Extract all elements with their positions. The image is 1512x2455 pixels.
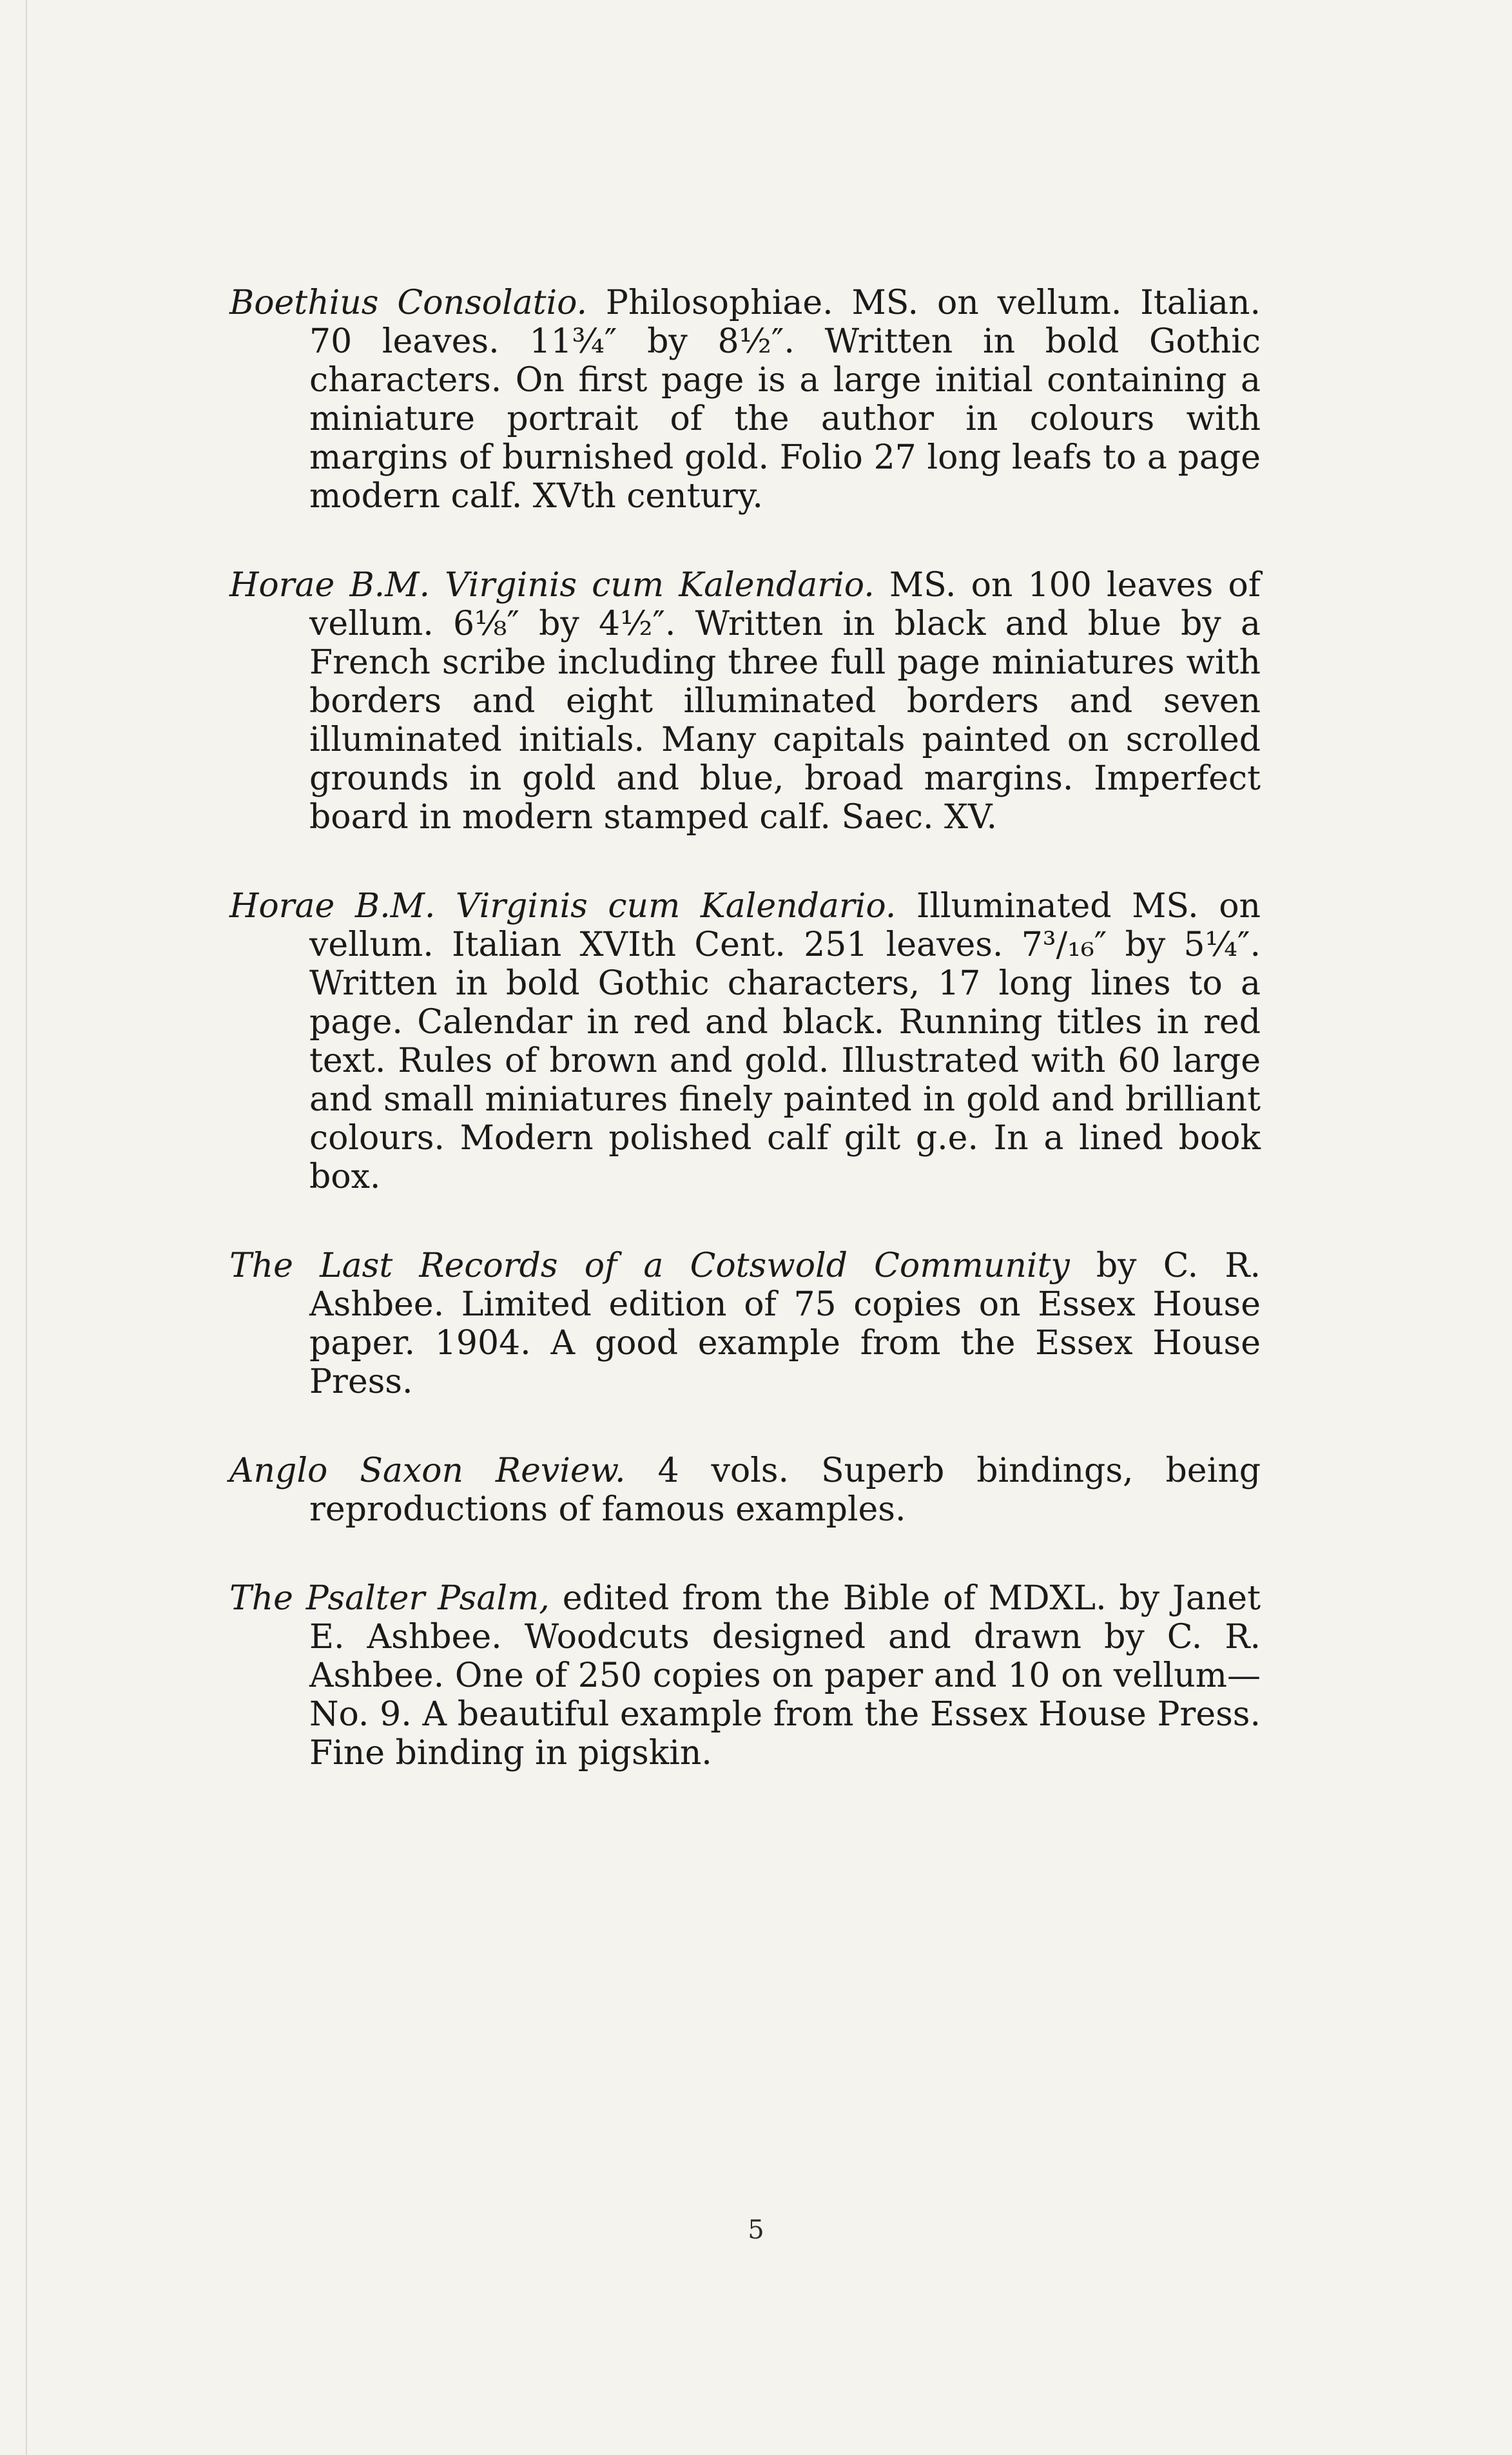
entry-title: The Psalter Psalm, (229, 1579, 550, 1618)
entry-description: Philosophiae. MS. on vellum. Italian. 70 leaves. 11¾″ by 8½″. Written in bold Gothic characters. On first page is a large initial containing a miniature portrait of the author in colours with margins of burnished gold. Folio 27 long leafs to a page modern calf. XVth century. (309, 284, 1261, 516)
entry-description: by C. R. Ashbee. Limited edition of 75 copies on Essex House paper. 1904. A good example from the Essex House Press. (309, 1247, 1261, 1401)
catalogue-entry (229, 284, 1261, 516)
catalogue-entry (229, 887, 1261, 1196)
page-number: 5 (748, 2215, 764, 2245)
entry-description: MS. on 100 leaves of vellum. 6⅛″ by 4½″. Written in black and blue by a French scribe including three full page miniatures with borders and eight illuminated borders and seven illuminated initials. Many capitals painted on scrolled grounds in gold and blue, broad margins. Imperfect board in modern stamped calf. Saec. XV. (309, 566, 1261, 837)
catalogue-entry (229, 1451, 1261, 1529)
catalogue-entry (229, 1579, 1261, 1772)
catalogue-entry (229, 566, 1261, 837)
entry-description: 4 vols. Superb bindings, being reproductions of famous examples. (309, 1451, 1261, 1529)
entry-description: edited from the Bible of MDXL. by Janet E. Ashbee. Woodcuts designed and drawn by C. R. Ashbee. One of 250 copies on paper and 10 on vellum—No. 9. A beautiful example from the Essex House Press. Fine binding in pigskin. (309, 1579, 1261, 1772)
catalogue-entry (229, 1247, 1261, 1401)
catalogue-entries (229, 284, 1261, 1823)
entry-title: The Last Records of a Cotswold Community (229, 1247, 1070, 1285)
entry-title: Horae B.M. Virginis cum Kalendario. (229, 566, 875, 605)
entry-title: Boethius Consolatio. (229, 284, 588, 322)
entry-title: Horae B.M. Virginis cum Kalendario. (229, 887, 897, 926)
entry-description: Illuminated MS. on vellum. Italian XVIth Cent. 251 leaves. 7³/₁₆″ by 5¼″. Written in bold Gothic characters, 17 long lines to a page. Calendar in red and black. Running titles in red text. Rules of brown and gold. Illustrated with 60 large and small miniatures finely painted in gold and brilliant colours. Modern polished calf gilt g.e. In a lined book box. (309, 887, 1261, 1196)
page-edge-shadow (26, 0, 27, 2455)
entry-title: Anglo Saxon Review. (229, 1451, 626, 1490)
